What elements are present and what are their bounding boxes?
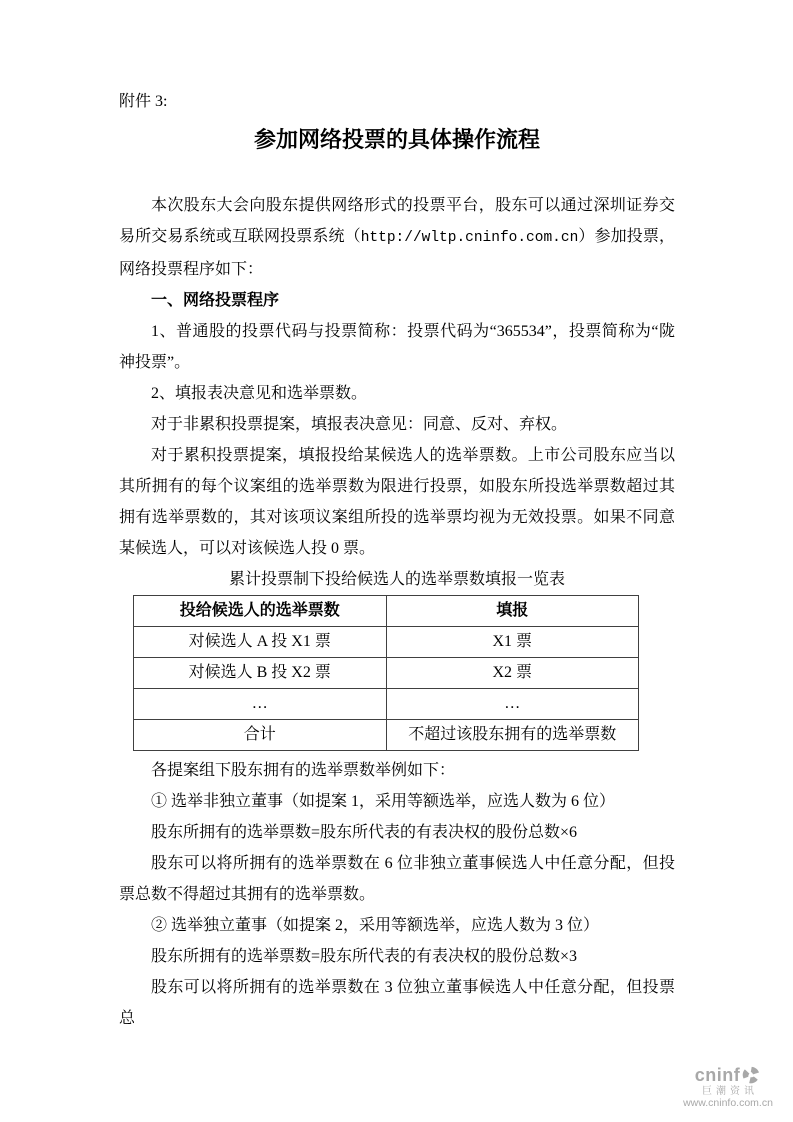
attachment-label: 附件 3: — [119, 93, 168, 110]
para-fill-in: 2、填报表决意见和选举票数。 — [151, 385, 368, 402]
cninfo-url: www.cninfo.com.cn — [683, 1097, 773, 1110]
para-cumulative: 对于累积投票提案，填报投给某候选人的选举票数。上市公司股东应当以其所拥有的每个议案组的选举票数为限进行投票，如股东所投选举票数超过其拥有选举票数的，其对该项议案组所投的选举票均视为无效投票。如果不同意某候选人，可以对该候选人投 0 票。 — [119, 447, 675, 557]
table-row — [134, 627, 639, 658]
table-row — [134, 689, 639, 720]
example-line-5: 股东所拥有的选举票数=股东所代表的有表决权的股份总数×3 — [151, 948, 578, 965]
section-heading: 一、网络投票程序 — [151, 292, 280, 309]
table-cell: … — [134, 689, 387, 720]
swirl-icon — [741, 1065, 761, 1085]
table-header-votes: 投给候选人的选举票数 — [134, 596, 387, 627]
intro-paragraph — [119, 190, 675, 285]
table-header-fill: 填报 — [386, 596, 639, 627]
cninfo-logo-text: cninf — [694, 1064, 741, 1085]
para-voting-code: 1、普通股的投票代码与投票简称：投票代码为“365534”，投票简称为“陇神投票”。 — [119, 323, 675, 371]
intro-text-post: ）参加投票，网络投票程序如下： — [119, 228, 675, 278]
cninfo-logo-row — [669, 1065, 787, 1085]
table-cell: 合计 — [134, 720, 387, 751]
table-caption: 累计投票制下投给候选人的选举票数填报一览表 — [228, 571, 565, 588]
table-cell: 对候选人 B 投 X2 票 — [134, 658, 387, 689]
para-non-cumulative: 对于非累积投票提案，填报表决意见：同意、反对、弃权。 — [151, 416, 568, 433]
intro-text-pre: 本次股东大会向股东提供网络形式的投票平台，股东可以通过深圳证券交易所交易系统或互联网投票系统（ — [119, 197, 675, 245]
page-title: 参加网络投票的具体操作流程 — [253, 127, 540, 152]
table-row — [134, 720, 639, 751]
table-header-row — [134, 596, 639, 627]
example-line-3: 股东可以将所拥有的选举票数在 6 位非独立董事候选人中任意分配，但投票总数不得超过其拥有的选举票数。 — [119, 855, 675, 903]
table-cell: 不超过该股东拥有的选举票数 — [386, 720, 639, 751]
table-cell: … — [386, 689, 639, 720]
vote-fill-table — [133, 595, 639, 751]
document-content — [119, 92, 675, 1034]
cninfo-logo — [669, 1065, 787, 1110]
example-line-1: ① 选举非独立董事（如提案 1，采用等额选举，应选人数为 6 位） — [151, 793, 616, 810]
table-cell: X1 票 — [386, 627, 639, 658]
table-row — [134, 658, 639, 689]
example-line-2: 股东所拥有的选举票数=股东所代表的有表决权的股份总数×6 — [151, 824, 578, 841]
examples-lead: 各提案组下股东拥有的选举票数举例如下： — [151, 762, 456, 779]
cninfo-chinese-name: 巨潮资讯 — [702, 1086, 758, 1098]
voting-url: http://wltp.cninfo.com.cn — [360, 230, 579, 246]
table-cell: 对候选人 A 投 X1 票 — [134, 627, 387, 658]
example-line-6: 股东可以将所拥有的选举票数在 3 位独立董事候选人中任意分配，但投票总 — [119, 979, 675, 1027]
example-line-4: ② 选举独立董事（如提案 2，采用等额选举，应选人数为 3 位） — [151, 917, 600, 934]
table-cell: X2 票 — [386, 658, 639, 689]
examples-section — [119, 755, 675, 1034]
